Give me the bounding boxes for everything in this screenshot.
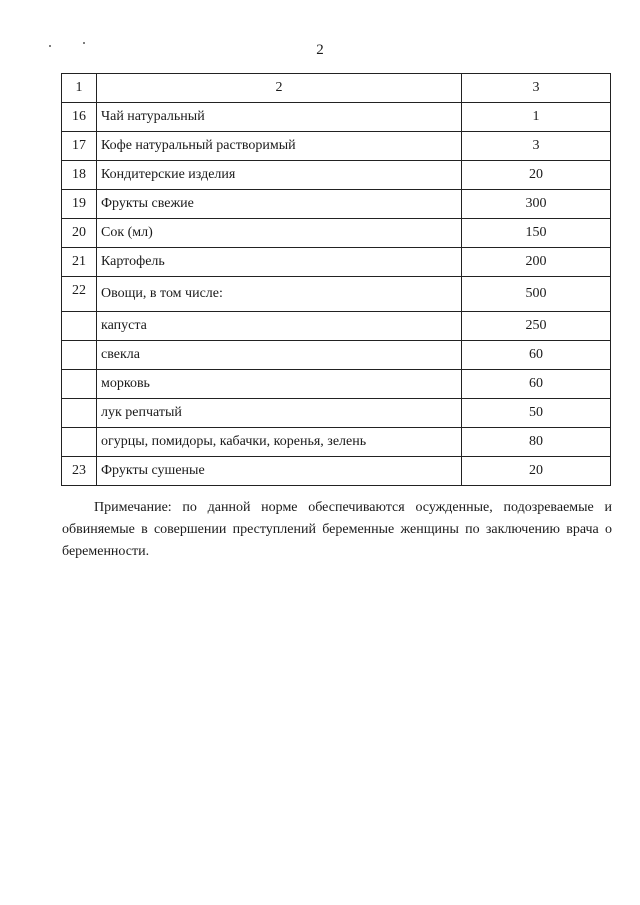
row-quantity: 50 (462, 399, 611, 428)
row-quantity: 200 (462, 248, 611, 277)
row-quantity: 1 (462, 103, 611, 132)
row-number: 17 (62, 132, 97, 161)
row-number: 23 (62, 457, 97, 486)
row-quantity: 150 (462, 219, 611, 248)
row-quantity: 20 (462, 161, 611, 190)
row-item-name: лук репчатый (97, 399, 462, 428)
row-item-name: Сок (мл) (97, 219, 462, 248)
row-item-name: Картофель (97, 248, 462, 277)
table-row (62, 190, 611, 219)
table-row (62, 248, 611, 277)
table-row (62, 457, 611, 486)
row-number: 20 (62, 219, 97, 248)
row-number: 22 (62, 277, 97, 312)
row-number: 19 (62, 190, 97, 219)
row-number: 21 (62, 248, 97, 277)
table-row (62, 103, 611, 132)
table-header-row (62, 74, 611, 103)
norms-table (61, 73, 611, 486)
header-cell-quantity: 3 (462, 74, 611, 103)
row-number: 16 (62, 103, 97, 132)
row-number (62, 312, 97, 341)
table-subrow (62, 428, 611, 457)
row-quantity: 300 (462, 190, 611, 219)
page-number: 2 (316, 42, 324, 58)
header-cell-number: 1 (62, 74, 97, 103)
row-number (62, 399, 97, 428)
table-note: Примечание: по данной норме обеспечиваются осужденные, подозреваемые и обвиняемые в совершении преступлений беременные женщины по заключению врача о беременности. (62, 500, 612, 559)
row-quantity: 250 (462, 312, 611, 341)
row-quantity: 80 (462, 428, 611, 457)
row-item-name: свекла (97, 341, 462, 370)
row-quantity: 500 (462, 277, 611, 312)
row-item-name: Кондитерские изделия (97, 161, 462, 190)
table-subrow (62, 370, 611, 399)
table-row (62, 132, 611, 161)
row-item-name: капуста (97, 312, 462, 341)
table-row (62, 277, 611, 312)
row-item-name: огурцы, помидоры, кабачки, коренья, зелень (97, 428, 462, 457)
row-number (62, 370, 97, 399)
row-number: 18 (62, 161, 97, 190)
table-subrow (62, 399, 611, 428)
row-item-name: Овощи, в том числе: (97, 277, 462, 312)
row-item-name: Фрукты свежие (97, 190, 462, 219)
table-subrow (62, 341, 611, 370)
row-number (62, 341, 97, 370)
row-item-name: Фрукты сушеные (97, 457, 462, 486)
row-item-name: Чай натуральный (97, 103, 462, 132)
row-quantity: 60 (462, 341, 611, 370)
row-quantity: 3 (462, 132, 611, 161)
header-cell-name: 2 (97, 74, 462, 103)
table-row (62, 161, 611, 190)
row-quantity: 60 (462, 370, 611, 399)
row-item-name: морковь (97, 370, 462, 399)
row-item-name: Кофе натуральный растворимый (97, 132, 462, 161)
row-number (62, 428, 97, 457)
table-subrow (62, 312, 611, 341)
table-row (62, 219, 611, 248)
row-quantity: 20 (462, 457, 611, 486)
